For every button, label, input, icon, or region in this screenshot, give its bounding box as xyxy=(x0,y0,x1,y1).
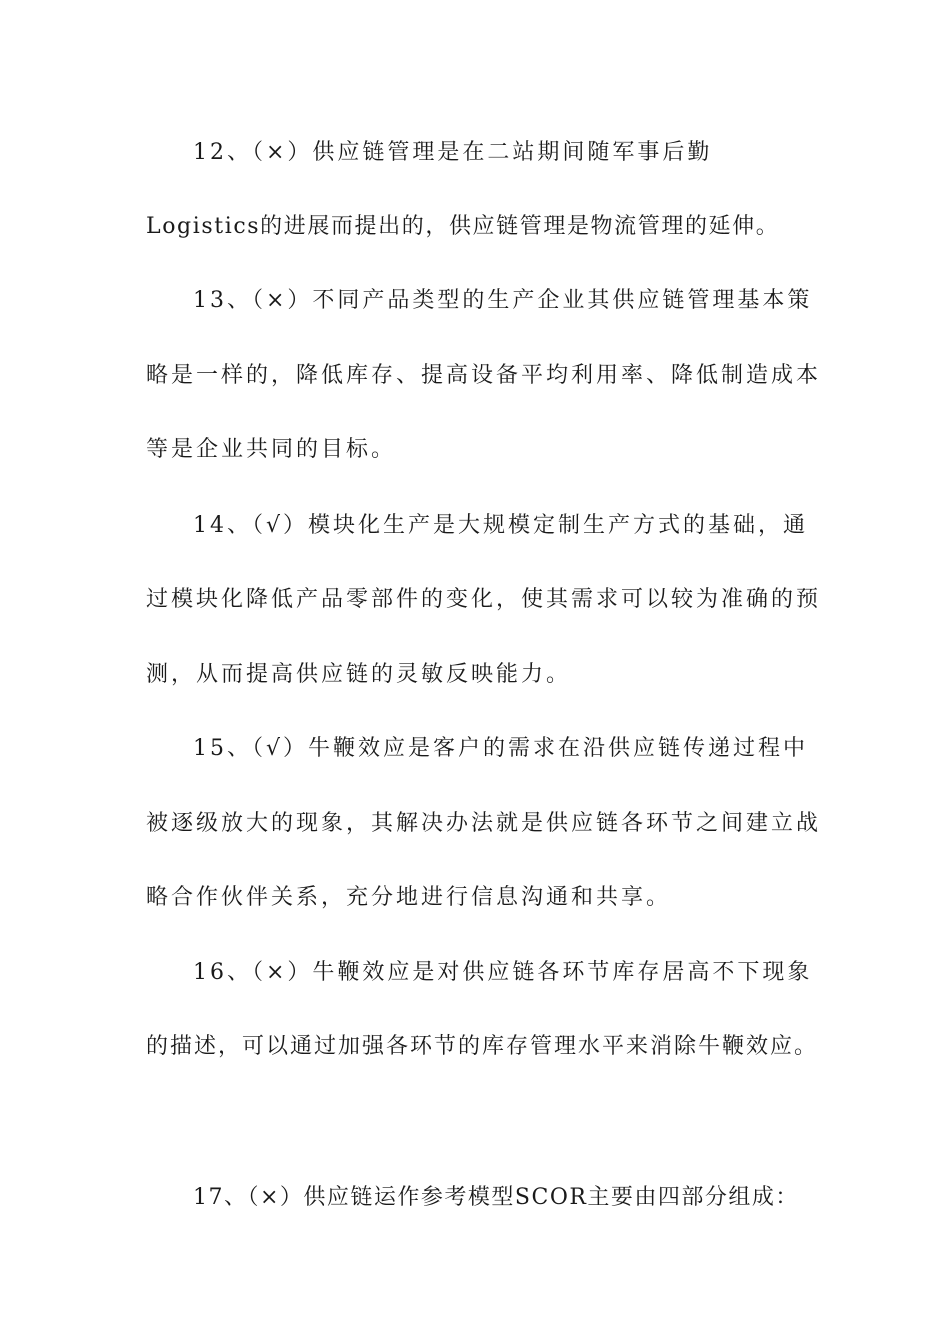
item-15-line-1: 15、（√）牛鞭效应是客户的需求在沿供应链传递过程中 xyxy=(193,736,809,761)
item-12-line-1: 12、（×）供应链管理是在二站期间随军事后勤 xyxy=(193,140,713,165)
item-15-line-3: 略合作伙伴关系，充分地进行信息沟通和共享。 xyxy=(146,885,672,910)
item-16-line-2: 的描述，可以通过加强各环节的库存管理水平来消除牛鞭效应。 xyxy=(146,1034,819,1059)
item-15-line-2: 被逐级放大的现象，其解决办法就是供应链各环节之间建立战 xyxy=(146,811,822,836)
item-14-line-3: 测，从而提高供应链的灵敏反映能力。 xyxy=(146,662,572,687)
item-13-line-2: 略是一样的，降低库存、提高设备平均利用率、降低制造成本 xyxy=(146,363,822,388)
item-16-line-1: 16、（×）牛鞭效应是对供应链各环节库存居高不下现象 xyxy=(193,960,813,985)
item-13-line-1: 13、（×）不同产品类型的生产企业其供应链管理基本策 xyxy=(193,288,813,313)
item-12-line-2: Logistics的进展而提出的，供应链管理是物流管理的延伸。 xyxy=(146,214,780,239)
item-14-line-2: 过模块化降低产品零部件的变化，使其需求可以较为准确的预 xyxy=(146,587,822,612)
item-14-line-1: 14、（√）模块化生产是大规模定制生产方式的基础，通 xyxy=(193,513,809,538)
item-17-line-1: 17、（×）供应链运作参考模型SCOR主要由四部分组成： xyxy=(193,1185,799,1210)
item-13-line-3: 等是企业共同的目标。 xyxy=(146,437,397,462)
